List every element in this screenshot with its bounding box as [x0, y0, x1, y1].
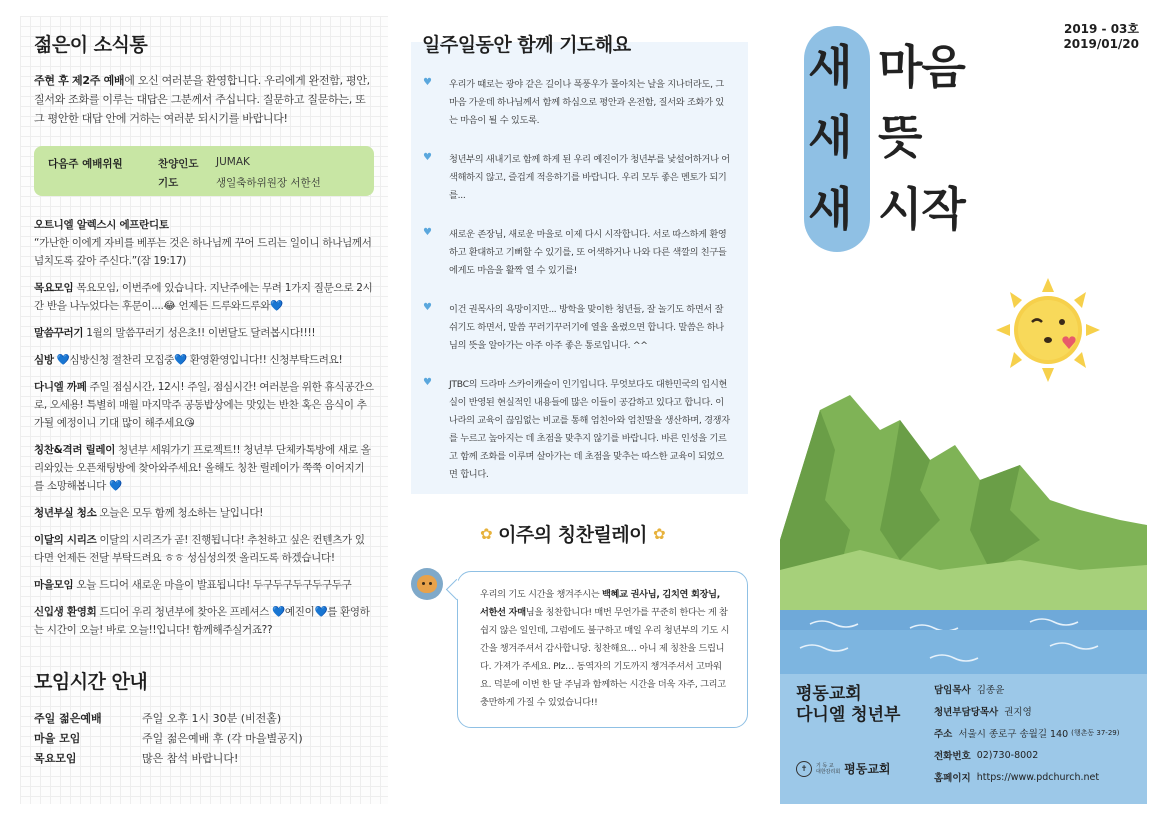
news-item-text: 청년부 세워가기 프로젝트!! 청년부 단체카톡방에 새로 올리와있는 오픈채팅방에 찾아와주세요! 올해도 칭찬 릴레이가 쭉쭉 이어지기를 소망해봅니다 💙: [34, 444, 371, 492]
news-item-text: 1월의 말씀꾸러기 성은초!! 이번달도 달려봅시다!!!!: [83, 327, 316, 339]
relay-bubble: [457, 571, 748, 728]
prayer-text: JTBC의 드라마 스카이캐슬이 인기입니다. 무엇보다도 대한민국의 입시현실이 반영된 현실적인 내용들에 많은 이들이 공감하고 있다고 합니다. 이 나라의 교육이 끊임없는 비교를 통해 엄친아와 엄친딸을 생산하며, 경쟁자를 누르고 높아지는 데 초점을 맞추지 않기를 바랍니다. 바른 인성을 기르고 함께 조화를 이루며 살아가는 데 초점을 맞추는 따스한 교육이 되었으면 합니다.: [449, 379, 730, 480]
info-key: 청년부담당목사: [934, 707, 999, 718]
info-key: 주소: [934, 729, 953, 740]
intro-bold: 주현 후 제2주 예배: [34, 74, 125, 87]
info-key: 홈페이지: [934, 773, 971, 784]
prayer-title: 일주일동안 함께 기도해요: [422, 34, 631, 56]
heart-icon: ♥: [423, 377, 432, 388]
info-row: [934, 722, 1119, 744]
news-item-key: 이달의 시리즈: [34, 534, 97, 546]
meeting-row: [34, 708, 374, 728]
info-value: 권지영: [1004, 707, 1032, 718]
meeting-row: [34, 748, 374, 768]
news-item-text: 오늘 드디어 새로운 마을이 발표됩니다! 두구두구두구두구두구: [73, 579, 352, 591]
prayer-item: [423, 301, 730, 355]
relay-title-text: 이주의 칭찬릴레이: [498, 524, 648, 546]
meeting-value: 주일 오후 1시 30분 (비전홀): [142, 712, 282, 725]
info-small: (행촌동 37-29): [1071, 729, 1120, 737]
meeting-value: 많은 참석 바랍니다!: [142, 752, 239, 765]
news-item: [34, 504, 374, 522]
news-item-key: 오트니엘 알렉스시 에프란디토: [34, 219, 169, 231]
news-item-key: 청년부실 청소: [34, 507, 97, 519]
news-item: [34, 351, 374, 369]
next-week-box: [34, 146, 374, 196]
news-column: [20, 16, 388, 804]
issue-date: 2019/01/20: [1063, 37, 1139, 51]
logo-name: 평동교회: [844, 762, 891, 776]
info-value: 서울시 종로구 송월길 140: [958, 729, 1069, 740]
info-key: 전화번호: [934, 751, 971, 762]
news-item: [34, 531, 374, 567]
heart-icon: ♥: [423, 227, 432, 238]
news-item-text: “가난한 이에게 자비를 베푸는 것은 하나님께 꾸어 드리는 일이니 하나님께서 넘치도록 갚아 주신다.”(잠 19:17): [34, 237, 372, 267]
prayer-text: 새로운 존장님, 새로운 마을로 이제 다시 시작합니다. 서로 따스하게 환영하고 환대하고 기뻐할 수 있기를, 또 어색하거나 나와 다른 색깔의 친구들에게도 마음을 활짝 열 수 있기를!: [449, 229, 727, 276]
news-item-text: 이달의 시리즈가 곧! 진행됩니다! 추천하고 싶은 컨텐츠가 있다면 언제든 전달 부탁드려요 ㅎㅎ 성심성의껏 올리도록 하겠습니다!: [34, 534, 365, 564]
relay-title: [480, 520, 665, 547]
meeting-key: 목요모임: [34, 752, 77, 765]
news-item: [34, 603, 374, 639]
meeting-key: 마을 모임: [34, 732, 81, 745]
info-row: [934, 744, 1119, 766]
hero-char-2: 새: [808, 110, 852, 164]
news-item: [34, 576, 374, 594]
relay-bold-names: 백혜교 권사님, 김치연 회장님, 서한선 자매: [480, 589, 720, 618]
intro-text: 에 오신 여러분을 환영합니다. 우리에게 완전함, 평안, 질서와 조화를 이루는 대답은 그분께서 주십니다. 질문하고 질문하는, 또 그 평안한 대답 안에 거하는 여러분 되시기를 바랍니다!: [34, 74, 370, 125]
news-item-key: 다니엘 까페: [34, 381, 87, 393]
flower-icon: ✿: [653, 524, 666, 543]
mountain-scene: [780, 270, 1147, 640]
meeting-table: [34, 708, 374, 768]
meeting-key: 주일 젊은예배: [34, 712, 102, 725]
info-row: [934, 700, 1119, 722]
lion-face-icon: [417, 575, 437, 593]
heart-icon: ♥: [423, 302, 432, 313]
news-item-key: 신입생 환영회: [34, 606, 97, 618]
wave-decoration: [780, 630, 1147, 674]
info-row: [934, 678, 1119, 700]
hero-word-3: 시작: [878, 182, 965, 236]
heart-icon: ♥: [423, 77, 432, 88]
prayer-item: [423, 76, 730, 130]
news-item-text: 목요모임, 이번주에 있습니다. 지난주에는 무려 1가지 질문으로 2시간 반을 나누었다는 후문이....😂 언제든 드루와드루와💙: [34, 282, 373, 312]
news-item-key: 마을모임: [34, 579, 74, 591]
church-title: [796, 684, 900, 726]
hero-char-1: 새: [808, 40, 852, 94]
hero-char-3: 새: [808, 182, 852, 236]
news-item-text: 오늘은 모두 함께 청소하는 날입니다!: [96, 507, 264, 519]
logo-small-text: [816, 763, 840, 775]
logo-small-2: 대한감리회: [816, 768, 841, 775]
info-value[interactable]: https://www.pdchurch.net: [976, 771, 1100, 783]
news-item: [34, 378, 374, 432]
prayer-item: [423, 151, 730, 205]
news-list: [34, 216, 374, 639]
next-week-label: 다음주 예배위원: [48, 158, 123, 170]
meeting-title: 모임시간 안내: [34, 671, 148, 693]
news-item-key: 칭찬&격려 릴레이: [34, 444, 116, 456]
hero-word-1: 마음: [878, 40, 965, 94]
next-week-value-2: 생일축하위원장 서한선: [216, 177, 321, 189]
news-item-key: 말씀꾸러기: [34, 327, 84, 339]
issue-number: 2019 - 03호: [1063, 22, 1139, 36]
relay-text-a: 우리의 기도 시간을 챙겨주시는: [480, 589, 602, 600]
avatar: [411, 568, 443, 600]
info-value: 02)730-8002: [976, 749, 1039, 761]
issue-info: [1063, 22, 1139, 52]
news-item: [34, 324, 374, 342]
news-intro: [34, 71, 374, 128]
news-item-key: 목요모임: [34, 282, 74, 294]
relay-text-b: 님을 칭찬합니다! 매번 무언가를 꾸준히 한다는 게 참 쉽지 않은 일인데, 그럼에도 불구하고 매일 우리 청년부의 기도 시간을 챙겨주셔서 감사합니당. 칭찬해요… 아니 제 칭찬을 드립니다. 가져가 주세요. Plz… 동역자의 기도까지 챙겨주셔서 고마워요. 덕분에 이번 한 달 주님과 함께하는 시간을 더욱 자주, 그리고 충만하게 가질 수 있었습니다!!: [480, 607, 730, 708]
hero-word-2: 뜻: [878, 110, 922, 164]
flower-icon: ✿: [480, 524, 493, 543]
news-item-text: 💙심방신청 절찬리 모집중💙 환영환영입니다!! 신청부탁드려요!: [53, 354, 343, 366]
news-item-text: 드디어 우리 청년부에 찾아온 프레셔스 💙예진이💙를 환영하는 시간이 오늘! 바로 오늘!!입니다! 함께해주실거죠??: [34, 606, 370, 636]
news-item: [34, 279, 374, 315]
meeting-row: [34, 728, 374, 748]
prayer-text: 청년부의 새내기로 함께 하게 된 우리 예진이가 청년부를 낯설어하거나 어색해하지 않고, 즐겁게 적응하기를 바랍니다. 우리 모두 좋은 멘토가 되기를...: [449, 154, 730, 201]
church-name-line1: 평동교회: [796, 684, 862, 704]
info-key: 담임목사: [934, 685, 971, 696]
logo-small-1: 기 독 교: [816, 762, 834, 769]
prayer-box: [411, 42, 748, 494]
heart-icon: ♥: [423, 152, 432, 163]
info-value: 김종윤: [976, 685, 1005, 696]
news-item-key: 심방: [34, 354, 54, 366]
news-item: [34, 441, 374, 495]
prayer-item: [423, 226, 730, 280]
prayer-text: 이건 권목사의 욕망이지만... 방학을 맞이한 청년들, 잘 놀기도 하면서 잘 쉬기도 하면서, 말씀 꾸러기꾸러기에 열을 올렸으면 합니다. 말씀은 하나님의 뜻을 알아가는 아주 아주 좋은 통로입니다. ^^: [449, 304, 724, 351]
church-logo: [796, 760, 891, 777]
news-item-text: 주일 점심시간, 12시! 주일, 점심시간! 여러분을 위한 휴식공간으로, 오세용! 특별히 매월 마지막주 공동밥상에는 맛있는 반찬 혹은 음식이 추가될 예정이니 기대 많이 해주세요😘: [34, 381, 374, 429]
next-week-key-1: 찬양인도: [158, 158, 199, 170]
news-item-verse: [34, 216, 374, 270]
next-week-value-1: JUMAK: [216, 156, 250, 168]
next-week-key-2: 기도: [158, 177, 179, 189]
sun-icon: [996, 278, 1100, 382]
news-title: 젊은이 소식통: [34, 34, 148, 56]
meeting-value: 주일 젊은예배 후 (각 마을별공지): [142, 732, 303, 745]
cross-seal-icon: ✝: [796, 761, 812, 777]
prayer-item: [423, 376, 730, 484]
info-row: [934, 766, 1119, 788]
church-name-line2: 다니엘 청년부: [796, 705, 901, 725]
prayer-text: 우리가 때로는 광야 같은 길이나 폭풍우가 몰아치는 날을 지나더라도, 그 마음 가운데 하나님께서 함께 하심으로 평안과 온전함, 질서와 조화가 있는 마음이 될 수 있도록.: [449, 79, 724, 126]
church-info: [934, 678, 1119, 788]
